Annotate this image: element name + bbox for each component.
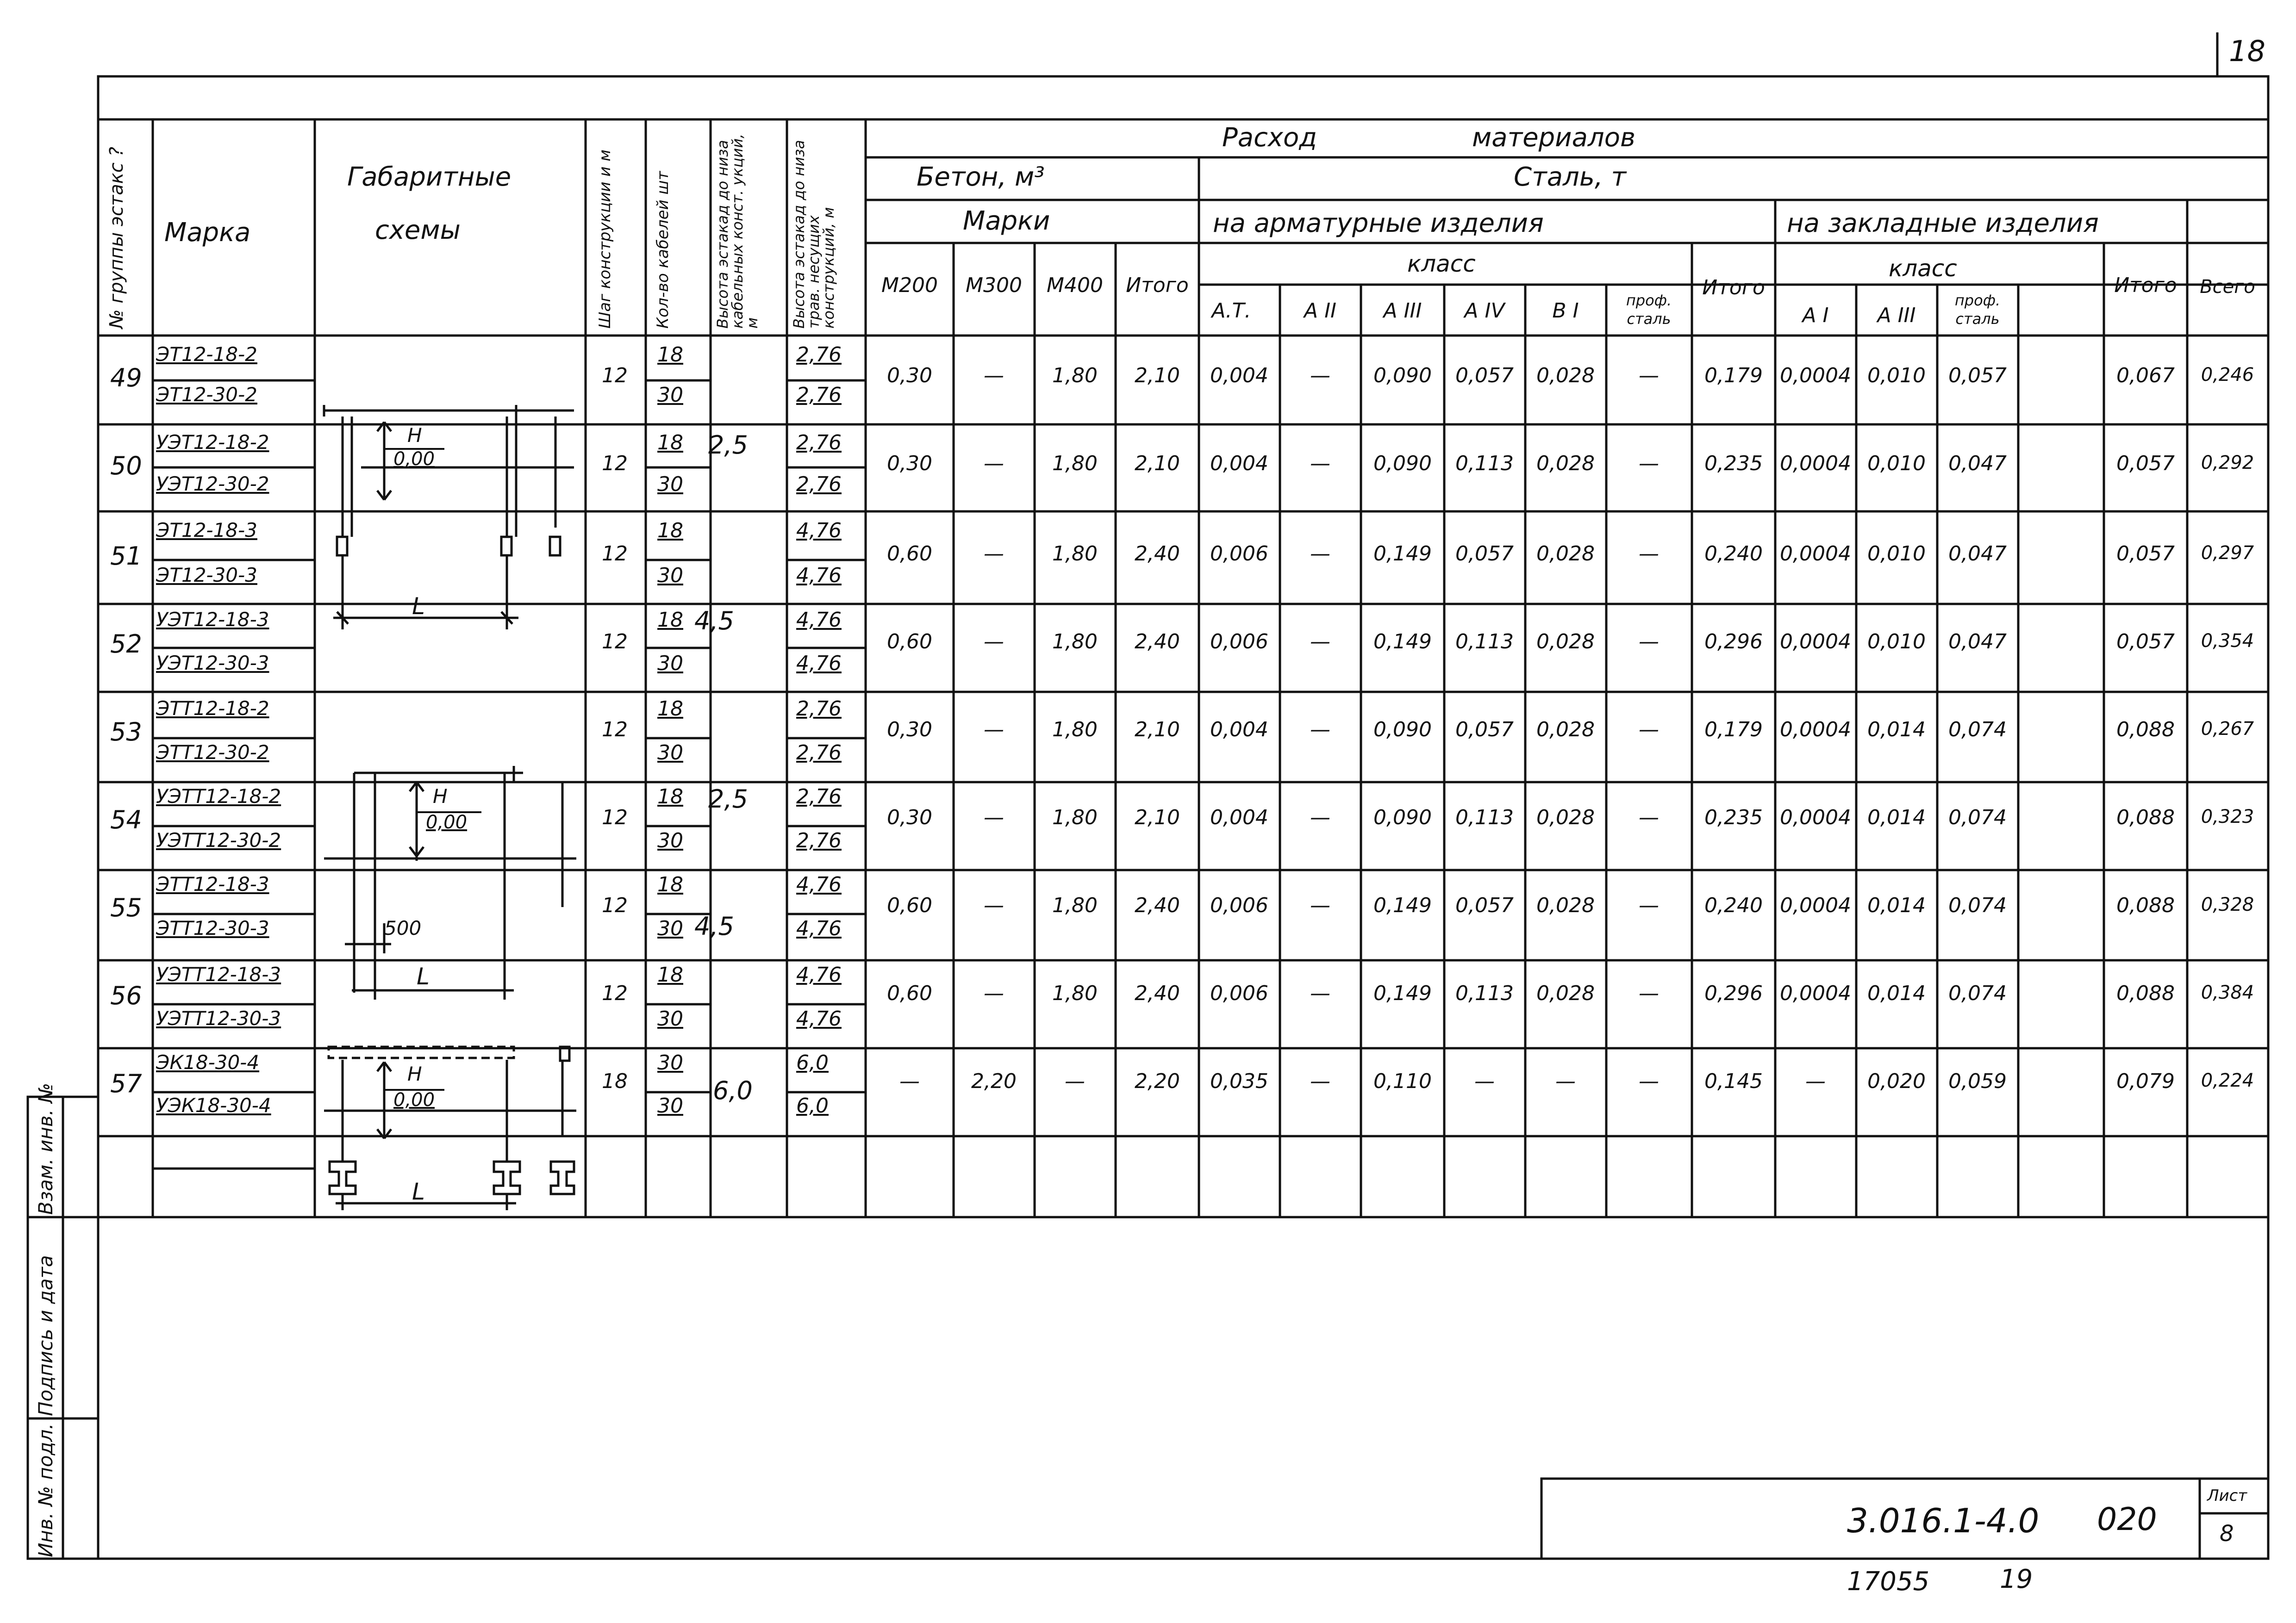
value-cell-aiv: 0,057: [1455, 894, 1514, 917]
value-cell-total: 0,328: [2201, 894, 2254, 915]
value-cell-ai: 0,006: [1210, 894, 1268, 917]
value-cell-tot_e: 0,088: [2116, 982, 2175, 1005]
value-cell-bi: 0,028: [1536, 982, 1595, 1005]
value-cell-e_aiii: 0,010: [1867, 630, 1926, 653]
value-cell-e_ai: 0,0004: [1780, 630, 1851, 653]
value-cell-m400: 1,80: [1052, 542, 1098, 566]
value-cell-e_aiii: 0,010: [1867, 364, 1926, 387]
step-cell: 12: [602, 894, 628, 917]
value-cell-e_prof: 0,074: [1948, 982, 2007, 1005]
value-cell-e_ai: 0,0004: [1780, 542, 1851, 566]
mark-cell: ЭТ12-30-2: [156, 383, 257, 406]
value-cell-aii: —: [1310, 894, 1330, 917]
value-cell-m300: —: [984, 718, 1004, 741]
header-rebar-prof-2: сталь: [1627, 310, 1671, 328]
header-rebar-prof-1: проф.: [1626, 292, 1672, 309]
header-grand-total: Всего: [2200, 276, 2255, 298]
header-height-bottom: Высота эстакад до низа кабельных конст. укций, м: [714, 133, 761, 329]
value-cell-aii: —: [1310, 542, 1330, 566]
mark-cell: ЭК18-30-4: [156, 1051, 260, 1074]
header-m400: М400: [1047, 274, 1103, 297]
bearing-height-cell: 2,76: [796, 697, 842, 721]
value-cell-tot_e: 0,088: [2116, 894, 2175, 917]
step-cell: 12: [602, 364, 628, 387]
value-cell-total: 0,224: [2201, 1070, 2254, 1091]
step-cell: 12: [602, 718, 628, 741]
bearing-height-cell: 2,76: [796, 343, 842, 367]
height-bottom-cell: 2,5: [708, 430, 748, 460]
value-cell-ai: 0,004: [1210, 364, 1268, 387]
header-group-no: № группы эстакс ?: [106, 147, 127, 329]
value-cell-e_ai: 0,0004: [1780, 806, 1851, 829]
cable-count-cell: 30: [657, 564, 683, 587]
header-rebar-aiv: А IV: [1464, 299, 1505, 323]
cable-count-cell: 30: [657, 741, 683, 765]
cable-count-cell: 18: [657, 519, 683, 542]
value-cell-ai: 0,004: [1210, 452, 1268, 475]
value-cell-bi: 0,028: [1536, 364, 1595, 387]
header-gabarit-2: схемы: [375, 215, 461, 245]
mark-cell: УЭТ12-18-3: [156, 608, 269, 631]
stamp-signature-date: Подпись и дата: [34, 1255, 57, 1416]
value-cell-aiv: 0,113: [1455, 806, 1514, 829]
value-cell-m300: —: [984, 542, 1004, 566]
bearing-height-cell: 4,76: [796, 652, 842, 675]
value-cell-m400: 1,80: [1052, 364, 1098, 387]
value-cell-tot_r: 0,179: [1704, 718, 1763, 741]
cable-count-cell: 30: [657, 473, 683, 496]
value-cell-aii: —: [1310, 718, 1330, 741]
bearing-height-cell: 4,76: [796, 1007, 842, 1031]
header-embedded-aiii: А III: [1877, 304, 1916, 327]
mark-cell: УЭТТ12-30-2: [156, 829, 281, 852]
mark-cell: УЭК18-30-4: [156, 1094, 271, 1117]
value-cell-tot_c: 2,20: [1135, 1070, 1180, 1093]
value-cell-tot_r: 0,179: [1704, 364, 1763, 387]
value-cell-e_aiii: 0,014: [1867, 806, 1926, 829]
value-cell-bi: 0,028: [1536, 718, 1595, 741]
value-cell-e_aiii: 0,010: [1867, 542, 1926, 566]
value-cell-m200: 0,60: [887, 894, 932, 917]
header-materials-a: Расход: [1222, 123, 1317, 153]
value-cell-prof: —: [1639, 364, 1659, 387]
value-cell-bi: —: [1555, 1070, 1576, 1093]
value-cell-aii: —: [1310, 364, 1330, 387]
value-cell-m400: 1,80: [1052, 894, 1098, 917]
frame-sketch-2: [324, 766, 576, 1000]
value-cell-e_ai: 0,0004: [1780, 452, 1851, 475]
cable-count-cell: 18: [657, 431, 683, 454]
value-cell-e_aiii: 0,014: [1867, 982, 1926, 1005]
value-cell-total: 0,292: [2201, 452, 2254, 473]
value-cell-tot_c: 2,10: [1135, 452, 1180, 475]
header-cable-count: Кол-во кабелей шт: [654, 171, 672, 329]
height-bottom-cell: 6,0: [713, 1076, 753, 1105]
value-cell-prof: —: [1639, 1070, 1659, 1093]
header-embedded: на закладные изделия: [1787, 208, 2099, 238]
group-no-cell: 56: [110, 981, 142, 1010]
bearing-height-cell: 4,76: [796, 917, 842, 940]
cable-count-cell: 30: [657, 652, 683, 675]
value-cell-tot_e: 0,057: [2116, 542, 2175, 566]
value-cell-aii: —: [1310, 982, 1330, 1005]
sketch-label-l: L: [412, 593, 425, 620]
header-steel: Сталь, т: [1514, 162, 1627, 192]
mark-cell: УЭТТ12-18-3: [156, 963, 281, 986]
value-cell-tot_c: 2,10: [1135, 364, 1180, 387]
value-cell-e_ai: 0,0004: [1780, 718, 1851, 741]
mark-cell: ЭТ12-18-3: [156, 519, 257, 541]
header-embedded-prof-1: проф.: [1954, 292, 2001, 309]
mark-cell: ЭТ12-30-3: [156, 564, 257, 586]
value-cell-bi: 0,028: [1536, 452, 1595, 475]
value-cell-prof: —: [1639, 630, 1659, 653]
header-concrete: Бетон, м³: [917, 162, 1045, 192]
value-cell-tot_c: 2,40: [1135, 982, 1180, 1005]
bearing-height-cell: 4,76: [796, 608, 842, 632]
value-cell-aiv: 0,057: [1455, 364, 1514, 387]
header-class-rebar: класс: [1407, 250, 1476, 277]
header-m300: М300: [966, 274, 1022, 297]
value-cell-tot_c: 2,10: [1135, 718, 1180, 741]
value-cell-tot_c: 2,40: [1135, 894, 1180, 917]
value-cell-m200: 0,60: [887, 630, 932, 653]
group-no-cell: 52: [110, 629, 142, 659]
cable-count-cell: 30: [657, 1007, 683, 1031]
value-cell-aiv: 0,113: [1455, 630, 1514, 653]
header-m200: М200: [881, 274, 938, 297]
value-cell-ai: 0,006: [1210, 982, 1268, 1005]
value-cell-tot_r: 0,240: [1704, 542, 1763, 566]
cable-count-cell: 18: [657, 343, 683, 367]
value-cell-aiii: 0,110: [1373, 1070, 1432, 1093]
group-no-cell: 57: [110, 1069, 142, 1098]
header-rebar-aiii: А III: [1383, 299, 1422, 323]
mark-cell: ЭТТ12-30-2: [156, 741, 269, 764]
header-rebar-bi: В I: [1552, 299, 1579, 323]
frame-sketch-3: [324, 1047, 576, 1210]
header-total-concrete: Итого: [1126, 274, 1189, 297]
value-cell-e_prof: 0,047: [1948, 542, 2007, 566]
value-cell-aiii: 0,149: [1373, 542, 1432, 566]
doc-issue: 020: [2097, 1501, 2157, 1538]
cable-count-cell: 30: [657, 829, 683, 852]
header-total-embedded: Итого: [2114, 274, 2177, 297]
value-cell-m400: 1,80: [1052, 982, 1098, 1005]
value-cell-aiii: 0,149: [1373, 982, 1432, 1005]
value-cell-e_aiii: 0,010: [1867, 452, 1926, 475]
mark-cell: УЭТ12-30-2: [156, 473, 269, 495]
value-cell-total: 0,384: [2201, 982, 2254, 1003]
value-cell-e_prof: 0,074: [1948, 894, 2007, 917]
cable-count-cell: 18: [657, 785, 683, 808]
step-cell: 18: [602, 1070, 628, 1093]
cable-count-cell: 18: [657, 963, 683, 987]
value-cell-e_ai: —: [1805, 1070, 1826, 1093]
group-no-cell: 54: [110, 805, 142, 834]
bearing-height-cell: 2,76: [796, 473, 842, 496]
value-cell-bi: 0,028: [1536, 806, 1595, 829]
value-cell-m400: 1,80: [1052, 452, 1098, 475]
cable-count-cell: 18: [657, 697, 683, 721]
frame-sketch-1: [324, 405, 574, 629]
bearing-height-cell: 2,76: [796, 829, 842, 852]
mark-cell: ЭТ12-18-2: [156, 343, 257, 366]
value-cell-m300: —: [984, 452, 1004, 475]
stamp-inv-no: Инв. № подл.: [34, 1423, 57, 1557]
value-cell-m400: 1,80: [1052, 806, 1098, 829]
bearing-height-cell: 6,0: [796, 1051, 829, 1075]
value-cell-e_prof: 0,047: [1948, 452, 2007, 475]
step-cell: 12: [602, 452, 628, 475]
header-rebar-ai: А.Т.: [1211, 299, 1251, 323]
value-cell-ai: 0,035: [1210, 1070, 1268, 1093]
value-cell-tot_c: 2,40: [1135, 630, 1180, 653]
step-cell: 12: [602, 982, 628, 1005]
sheet-number: 8: [2220, 1521, 2234, 1547]
bearing-height-cell: 2,76: [796, 741, 842, 765]
sketch-label-l-3: L: [412, 1178, 425, 1205]
value-cell-total: 0,323: [2201, 806, 2254, 827]
header-embedded-prof-2: сталь: [1955, 310, 2000, 328]
value-cell-m200: 0,30: [887, 718, 932, 741]
cable-count-cell: 30: [657, 1051, 683, 1075]
value-cell-m300: —: [984, 364, 1004, 387]
value-cell-prof: —: [1639, 718, 1659, 741]
footer-extra: 19: [2000, 1564, 2033, 1594]
value-cell-tot_r: 0,296: [1704, 982, 1763, 1005]
header-class-embedded: класс: [1889, 255, 1957, 282]
value-cell-aiii: 0,149: [1373, 630, 1432, 653]
value-cell-total: 0,246: [2201, 364, 2254, 386]
value-cell-e_prof: 0,057: [1948, 364, 2007, 387]
bearing-height-cell: 2,76: [796, 431, 842, 454]
value-cell-e_prof: 0,047: [1948, 630, 2007, 653]
header-materials-b: материалов: [1472, 123, 1635, 153]
height-bottom-cell: 4,5: [694, 912, 734, 941]
sketch-label-zero-2: 0,00: [426, 812, 468, 833]
header-step: Шаг конструкции и м: [596, 149, 614, 329]
value-cell-m200: 0,60: [887, 982, 932, 1005]
value-cell-m300: —: [984, 982, 1004, 1005]
sketch-label-h: Н: [407, 424, 422, 447]
height-bottom-cell: 4,5: [694, 606, 734, 635]
value-cell-e_ai: 0,0004: [1780, 364, 1851, 387]
value-cell-e_ai: 0,0004: [1780, 894, 1851, 917]
footer-number: 17055: [1847, 1567, 1930, 1597]
value-cell-tot_r: 0,235: [1704, 452, 1763, 475]
sketch-label-h-3: Н: [407, 1063, 422, 1085]
header-rebar: на арматурные изделия: [1213, 208, 1544, 238]
header-embedded-ai: А I: [1802, 304, 1829, 327]
value-cell-e_ai: 0,0004: [1780, 982, 1851, 1005]
value-cell-aiii: 0,090: [1373, 718, 1432, 741]
value-cell-aii: —: [1310, 1070, 1330, 1093]
value-cell-tot_e: 0,088: [2116, 718, 2175, 741]
value-cell-bi: 0,028: [1536, 894, 1595, 917]
value-cell-m300: —: [984, 806, 1004, 829]
value-cell-prof: —: [1639, 982, 1659, 1005]
value-cell-m400: 1,80: [1052, 630, 1098, 653]
cable-count-cell: 18: [657, 873, 683, 896]
group-no-cell: 53: [110, 717, 142, 746]
cable-count-cell: 30: [657, 917, 683, 940]
value-cell-total: 0,354: [2201, 630, 2254, 652]
value-cell-aii: —: [1310, 630, 1330, 653]
value-cell-tot_e: 0,088: [2116, 806, 2175, 829]
bearing-height-cell: 4,76: [796, 873, 842, 896]
value-cell-bi: 0,028: [1536, 542, 1595, 566]
value-cell-tot_r: 0,235: [1704, 806, 1763, 829]
sketch-label-zero: 0,00: [393, 448, 435, 470]
value-cell-m200: 0,60: [887, 542, 932, 566]
value-cell-prof: —: [1639, 452, 1659, 475]
value-cell-m300: 2,20: [971, 1070, 1017, 1093]
cable-count-cell: 30: [657, 1094, 683, 1118]
mark-cell: ЭТТ12-18-3: [156, 873, 269, 895]
value-cell-aiii: 0,090: [1373, 364, 1432, 387]
value-cell-tot_e: 0,057: [2116, 452, 2175, 475]
value-cell-m300: —: [984, 894, 1004, 917]
sketch-label-500: 500: [384, 917, 422, 939]
value-cell-aiv: 0,057: [1455, 718, 1514, 741]
value-cell-tot_c: 2,40: [1135, 542, 1180, 566]
group-no-cell: 50: [110, 451, 142, 480]
mark-cell: УЭТТ12-30-3: [156, 1007, 281, 1030]
header-total-rebar: Итого: [1702, 276, 1765, 299]
bearing-height-cell: 2,76: [796, 383, 842, 407]
value-cell-e_prof: 0,074: [1948, 806, 2007, 829]
height-bottom-cell: 2,5: [708, 784, 748, 814]
value-cell-tot_e: 0,057: [2116, 630, 2175, 653]
page-number: 18: [2229, 34, 2265, 68]
value-cell-e_aiii: 0,014: [1867, 894, 1926, 917]
group-no-cell: 51: [110, 541, 142, 571]
group-no-cell: 55: [110, 893, 142, 922]
header-gabarit-1: Габаритные: [347, 162, 512, 192]
value-cell-prof: —: [1639, 806, 1659, 829]
value-cell-bi: 0,028: [1536, 630, 1595, 653]
header-height-bearing: Высота эстакад до низа трав. несущих конструкций, м: [790, 140, 837, 329]
value-cell-m400: —: [1065, 1070, 1085, 1093]
value-cell-e_prof: 0,059: [1948, 1070, 2007, 1093]
value-cell-ai: 0,004: [1210, 718, 1268, 741]
step-cell: 12: [602, 806, 628, 829]
value-cell-tot_e: 0,079: [2116, 1070, 2175, 1093]
header-grades: Марки: [963, 206, 1050, 236]
value-cell-prof: —: [1639, 894, 1659, 917]
value-cell-total: 0,297: [2201, 542, 2254, 564]
value-cell-m400: 1,80: [1052, 718, 1098, 741]
value-cell-e_aiii: 0,014: [1867, 718, 1926, 741]
stamp-replaced-inv: Взам. инв. №: [34, 1082, 57, 1215]
value-cell-ai: 0,004: [1210, 806, 1268, 829]
value-cell-ai: 0,006: [1210, 630, 1268, 653]
value-cell-tot_c: 2,10: [1135, 806, 1180, 829]
value-cell-e_aiii: 0,020: [1867, 1070, 1926, 1093]
bearing-height-cell: 4,76: [796, 519, 842, 542]
value-cell-m300: —: [984, 630, 1004, 653]
step-cell: 12: [602, 542, 628, 566]
value-cell-e_prof: 0,074: [1948, 718, 2007, 741]
value-cell-tot_r: 0,145: [1704, 1070, 1763, 1093]
sketch-label-zero-3: 0,00: [393, 1089, 435, 1111]
value-cell-aii: —: [1310, 806, 1330, 829]
value-cell-aiv: 0,113: [1455, 452, 1514, 475]
value-cell-aiii: 0,090: [1373, 452, 1432, 475]
header-mark: Марка: [164, 218, 251, 248]
value-cell-aiv: 0,113: [1455, 982, 1514, 1005]
value-cell-ai: 0,006: [1210, 542, 1268, 566]
cable-count-cell: 30: [657, 383, 683, 407]
sheet-label: Лист: [2207, 1486, 2247, 1505]
value-cell-tot_e: 0,067: [2116, 364, 2175, 387]
cable-count-cell: 18: [657, 608, 683, 632]
value-cell-aiv: —: [1474, 1070, 1495, 1093]
value-cell-tot_r: 0,240: [1704, 894, 1763, 917]
bearing-height-cell: 2,76: [796, 785, 842, 808]
mark-cell: УЭТТ12-18-2: [156, 785, 281, 808]
value-cell-aiii: 0,090: [1373, 806, 1432, 829]
value-cell-prof: —: [1639, 542, 1659, 566]
bearing-height-cell: 6,0: [796, 1094, 829, 1118]
value-cell-aiv: 0,057: [1455, 542, 1514, 566]
mark-cell: УЭТ12-30-3: [156, 652, 269, 674]
step-cell: 12: [602, 630, 628, 653]
value-cell-m200: 0,30: [887, 806, 932, 829]
value-cell-m200: 0,30: [887, 452, 932, 475]
value-cell-total: 0,267: [2201, 718, 2254, 740]
header-rebar-aii: А II: [1304, 299, 1337, 323]
mark-cell: ЭТТ12-18-2: [156, 697, 269, 720]
value-cell-aii: —: [1310, 452, 1330, 475]
sketch-label-h-2: Н: [433, 785, 448, 808]
sketch-label-l-2: L: [417, 963, 430, 990]
bearing-height-cell: 4,76: [796, 963, 842, 987]
mark-cell: УЭТ12-18-2: [156, 431, 269, 454]
value-cell-aiii: 0,149: [1373, 894, 1432, 917]
mark-cell: ЭТТ12-30-3: [156, 917, 269, 939]
doc-code: 3.016.1-4.0: [1847, 1501, 2040, 1540]
group-no-cell: 49: [110, 363, 142, 392]
value-cell-tot_r: 0,296: [1704, 630, 1763, 653]
bearing-height-cell: 4,76: [796, 564, 842, 587]
value-cell-m200: —: [899, 1070, 920, 1093]
value-cell-m200: 0,30: [887, 364, 932, 387]
